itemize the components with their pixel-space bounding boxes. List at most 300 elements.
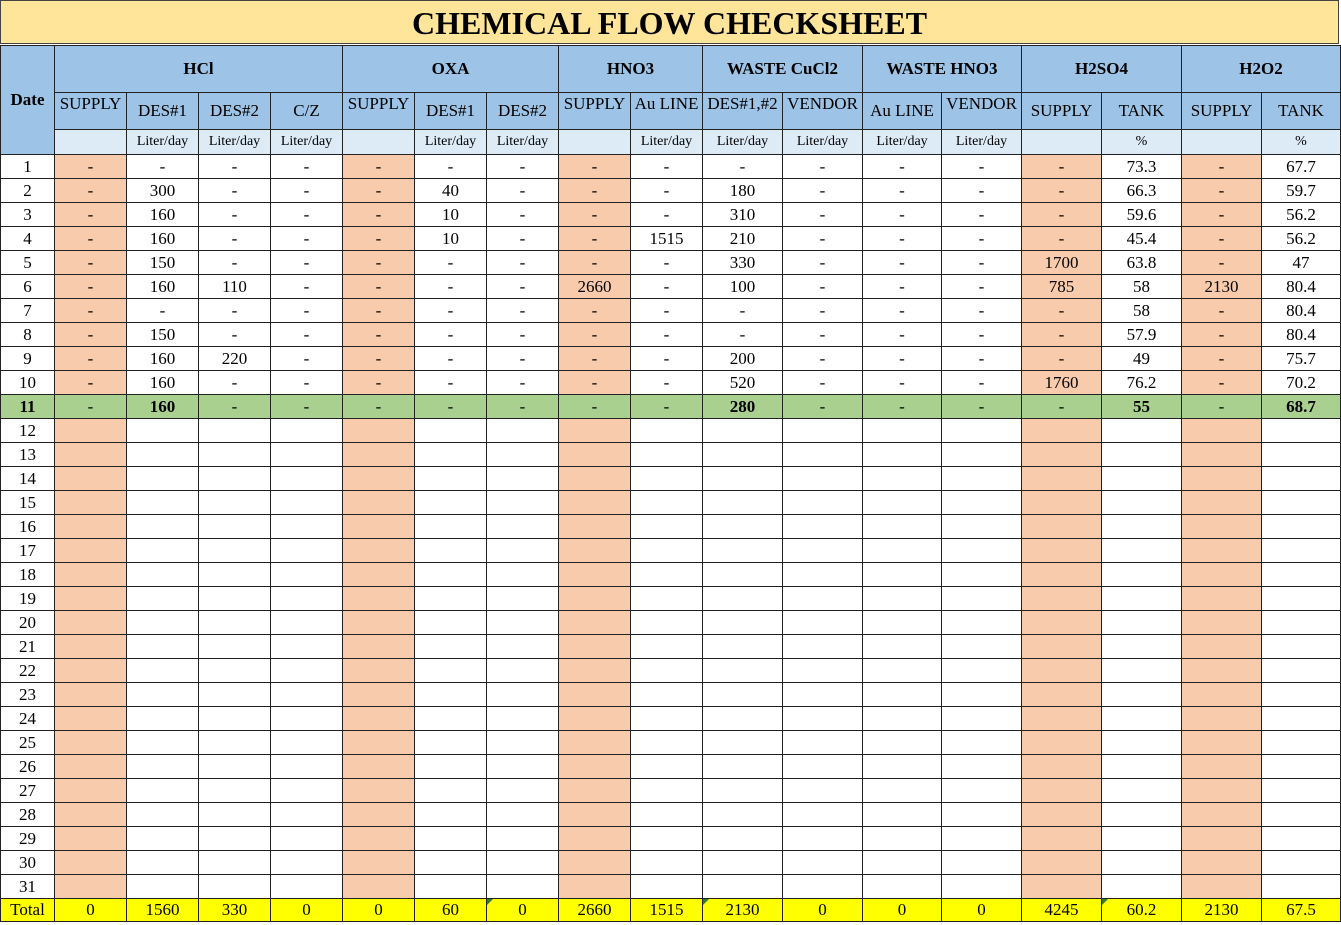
data-cell[interactable] bbox=[415, 443, 487, 467]
data-cell[interactable] bbox=[127, 827, 199, 851]
data-cell[interactable] bbox=[415, 875, 487, 899]
data-cell[interactable]: 2660 bbox=[559, 275, 631, 299]
data-cell[interactable] bbox=[343, 731, 415, 755]
data-cell[interactable] bbox=[559, 731, 631, 755]
data-cell[interactable] bbox=[942, 539, 1022, 563]
data-cell[interactable] bbox=[271, 563, 343, 587]
data-cell[interactable]: - bbox=[783, 395, 863, 419]
data-cell[interactable] bbox=[127, 683, 199, 707]
data-cell[interactable] bbox=[559, 827, 631, 851]
data-cell[interactable] bbox=[942, 491, 1022, 515]
data-cell[interactable]: 76.2 bbox=[1102, 371, 1182, 395]
data-cell[interactable] bbox=[55, 539, 127, 563]
data-cell[interactable]: - bbox=[55, 203, 127, 227]
data-cell[interactable] bbox=[942, 515, 1022, 539]
data-cell[interactable]: 55 bbox=[1102, 395, 1182, 419]
data-cell[interactable]: - bbox=[863, 227, 942, 251]
data-cell[interactable] bbox=[1182, 491, 1262, 515]
data-cell[interactable] bbox=[1262, 731, 1341, 755]
data-cell[interactable] bbox=[559, 659, 631, 683]
data-cell[interactable] bbox=[271, 443, 343, 467]
data-cell[interactable] bbox=[631, 467, 703, 491]
data-cell[interactable] bbox=[55, 731, 127, 755]
data-cell[interactable]: - bbox=[415, 275, 487, 299]
data-cell[interactable] bbox=[1022, 827, 1102, 851]
data-cell[interactable]: - bbox=[863, 299, 942, 323]
data-cell[interactable] bbox=[55, 755, 127, 779]
data-cell[interactable]: - bbox=[631, 275, 703, 299]
data-cell[interactable] bbox=[415, 587, 487, 611]
data-cell[interactable] bbox=[783, 635, 863, 659]
data-cell[interactable] bbox=[127, 755, 199, 779]
data-cell[interactable] bbox=[703, 707, 783, 731]
data-cell[interactable] bbox=[55, 779, 127, 803]
data-cell[interactable]: - bbox=[487, 323, 559, 347]
data-cell[interactable] bbox=[703, 875, 783, 899]
data-cell[interactable] bbox=[127, 707, 199, 731]
data-cell[interactable]: - bbox=[783, 347, 863, 371]
data-cell[interactable] bbox=[783, 875, 863, 899]
data-cell[interactable] bbox=[199, 515, 271, 539]
data-cell[interactable] bbox=[703, 587, 783, 611]
data-cell[interactable]: - bbox=[783, 203, 863, 227]
data-cell[interactable] bbox=[1262, 635, 1341, 659]
data-cell[interactable]: - bbox=[127, 155, 199, 179]
data-cell[interactable] bbox=[343, 683, 415, 707]
data-cell[interactable] bbox=[1182, 635, 1262, 659]
data-cell[interactable] bbox=[703, 419, 783, 443]
data-cell[interactable] bbox=[1262, 611, 1341, 635]
data-cell[interactable]: - bbox=[559, 347, 631, 371]
data-cell[interactable] bbox=[703, 827, 783, 851]
data-cell[interactable]: - bbox=[55, 299, 127, 323]
data-cell[interactable]: - bbox=[942, 395, 1022, 419]
data-cell[interactable] bbox=[1182, 419, 1262, 443]
data-cell[interactable]: - bbox=[199, 203, 271, 227]
data-cell[interactable]: 80.4 bbox=[1262, 323, 1341, 347]
data-cell[interactable] bbox=[1102, 875, 1182, 899]
data-cell[interactable] bbox=[1102, 443, 1182, 467]
data-cell[interactable]: - bbox=[343, 371, 415, 395]
data-cell[interactable]: - bbox=[559, 323, 631, 347]
data-cell[interactable] bbox=[1262, 875, 1341, 899]
data-cell[interactable] bbox=[55, 491, 127, 515]
data-cell[interactable]: - bbox=[863, 155, 942, 179]
data-cell[interactable]: - bbox=[942, 299, 1022, 323]
data-cell[interactable] bbox=[55, 659, 127, 683]
data-cell[interactable] bbox=[1262, 491, 1341, 515]
data-cell[interactable]: - bbox=[783, 323, 863, 347]
data-cell[interactable] bbox=[631, 803, 703, 827]
data-cell[interactable] bbox=[703, 731, 783, 755]
data-cell[interactable]: 10 bbox=[415, 227, 487, 251]
data-cell[interactable] bbox=[487, 803, 559, 827]
data-cell[interactable] bbox=[415, 659, 487, 683]
data-cell[interactable]: - bbox=[55, 347, 127, 371]
data-cell[interactable]: 1515 bbox=[631, 227, 703, 251]
data-cell[interactable] bbox=[631, 827, 703, 851]
data-cell[interactable] bbox=[863, 515, 942, 539]
data-cell[interactable] bbox=[271, 539, 343, 563]
data-cell[interactable] bbox=[631, 491, 703, 515]
data-cell[interactable]: - bbox=[631, 323, 703, 347]
data-cell[interactable]: - bbox=[559, 227, 631, 251]
data-cell[interactable] bbox=[942, 563, 1022, 587]
data-cell[interactable]: 1760 bbox=[1022, 371, 1102, 395]
data-cell[interactable] bbox=[55, 851, 127, 875]
data-cell[interactable] bbox=[863, 563, 942, 587]
data-cell[interactable] bbox=[863, 731, 942, 755]
data-cell[interactable] bbox=[1102, 659, 1182, 683]
data-cell[interactable] bbox=[415, 779, 487, 803]
data-cell[interactable]: 56.2 bbox=[1262, 227, 1341, 251]
data-cell[interactable] bbox=[55, 707, 127, 731]
data-cell[interactable] bbox=[703, 683, 783, 707]
data-cell[interactable] bbox=[1262, 515, 1341, 539]
data-cell[interactable] bbox=[559, 755, 631, 779]
data-cell[interactable]: 58 bbox=[1102, 275, 1182, 299]
data-cell[interactable] bbox=[631, 539, 703, 563]
data-cell[interactable]: - bbox=[199, 251, 271, 275]
data-cell[interactable] bbox=[199, 611, 271, 635]
data-cell[interactable] bbox=[127, 659, 199, 683]
data-cell[interactable]: 520 bbox=[703, 371, 783, 395]
data-cell[interactable]: - bbox=[343, 299, 415, 323]
data-cell[interactable] bbox=[1102, 635, 1182, 659]
data-cell[interactable] bbox=[863, 683, 942, 707]
data-cell[interactable] bbox=[631, 611, 703, 635]
data-cell[interactable] bbox=[1022, 731, 1102, 755]
data-cell[interactable] bbox=[1102, 707, 1182, 731]
data-cell[interactable]: - bbox=[783, 371, 863, 395]
data-cell[interactable] bbox=[55, 515, 127, 539]
data-cell[interactable] bbox=[199, 491, 271, 515]
data-cell[interactable] bbox=[55, 827, 127, 851]
data-cell[interactable] bbox=[1262, 851, 1341, 875]
data-cell[interactable] bbox=[703, 635, 783, 659]
data-cell[interactable]: - bbox=[942, 323, 1022, 347]
data-cell[interactable] bbox=[127, 875, 199, 899]
data-cell[interactable] bbox=[559, 707, 631, 731]
data-cell[interactable]: - bbox=[487, 203, 559, 227]
data-cell[interactable] bbox=[559, 611, 631, 635]
data-cell[interactable]: - bbox=[1182, 227, 1262, 251]
data-cell[interactable] bbox=[631, 659, 703, 683]
data-cell[interactable] bbox=[55, 875, 127, 899]
data-cell[interactable]: 45.4 bbox=[1102, 227, 1182, 251]
data-cell[interactable]: - bbox=[631, 251, 703, 275]
data-cell[interactable] bbox=[271, 659, 343, 683]
data-cell[interactable] bbox=[343, 875, 415, 899]
data-cell[interactable] bbox=[1262, 587, 1341, 611]
data-cell[interactable] bbox=[343, 539, 415, 563]
data-cell[interactable]: - bbox=[942, 275, 1022, 299]
data-cell[interactable] bbox=[783, 755, 863, 779]
data-cell[interactable] bbox=[1022, 467, 1102, 491]
data-cell[interactable] bbox=[1262, 683, 1341, 707]
data-cell[interactable]: - bbox=[55, 155, 127, 179]
data-cell[interactable] bbox=[343, 851, 415, 875]
data-cell[interactable] bbox=[55, 563, 127, 587]
data-cell[interactable] bbox=[271, 419, 343, 443]
data-cell[interactable] bbox=[487, 755, 559, 779]
data-cell[interactable]: - bbox=[343, 347, 415, 371]
data-cell[interactable]: - bbox=[863, 395, 942, 419]
data-cell[interactable] bbox=[1182, 587, 1262, 611]
data-cell[interactable]: 10 bbox=[415, 203, 487, 227]
data-cell[interactable]: - bbox=[631, 395, 703, 419]
data-cell[interactable] bbox=[1182, 515, 1262, 539]
data-cell[interactable] bbox=[631, 875, 703, 899]
data-cell[interactable]: - bbox=[1182, 251, 1262, 275]
data-cell[interactable]: - bbox=[631, 203, 703, 227]
data-cell[interactable]: 210 bbox=[703, 227, 783, 251]
data-cell[interactable]: - bbox=[343, 179, 415, 203]
data-cell[interactable] bbox=[942, 659, 1022, 683]
data-cell[interactable] bbox=[487, 731, 559, 755]
data-cell[interactable]: - bbox=[863, 347, 942, 371]
data-cell[interactable]: 150 bbox=[127, 251, 199, 275]
data-cell[interactable] bbox=[343, 491, 415, 515]
data-cell[interactable]: 310 bbox=[703, 203, 783, 227]
data-cell[interactable] bbox=[863, 779, 942, 803]
data-cell[interactable] bbox=[783, 467, 863, 491]
data-cell[interactable] bbox=[703, 659, 783, 683]
data-cell[interactable] bbox=[1102, 779, 1182, 803]
data-cell[interactable] bbox=[199, 563, 271, 587]
data-cell[interactable] bbox=[942, 731, 1022, 755]
data-cell[interactable]: - bbox=[343, 203, 415, 227]
data-cell[interactable] bbox=[271, 467, 343, 491]
data-cell[interactable] bbox=[703, 803, 783, 827]
data-cell[interactable] bbox=[863, 491, 942, 515]
data-cell[interactable] bbox=[783, 443, 863, 467]
data-cell[interactable] bbox=[271, 611, 343, 635]
data-cell[interactable]: - bbox=[487, 371, 559, 395]
data-cell[interactable] bbox=[631, 707, 703, 731]
data-cell[interactable] bbox=[127, 467, 199, 491]
data-cell[interactable] bbox=[863, 467, 942, 491]
data-cell[interactable] bbox=[415, 563, 487, 587]
data-cell[interactable] bbox=[1182, 851, 1262, 875]
data-cell[interactable]: - bbox=[942, 227, 1022, 251]
data-cell[interactable] bbox=[199, 419, 271, 443]
data-cell[interactable] bbox=[127, 491, 199, 515]
data-cell[interactable]: - bbox=[271, 323, 343, 347]
data-cell[interactable] bbox=[1102, 587, 1182, 611]
data-cell[interactable] bbox=[631, 443, 703, 467]
data-cell[interactable] bbox=[271, 731, 343, 755]
data-cell[interactable] bbox=[199, 731, 271, 755]
data-cell[interactable] bbox=[55, 587, 127, 611]
data-cell[interactable] bbox=[863, 659, 942, 683]
data-cell[interactable]: - bbox=[127, 299, 199, 323]
data-cell[interactable]: 785 bbox=[1022, 275, 1102, 299]
data-cell[interactable] bbox=[1022, 635, 1102, 659]
data-cell[interactable] bbox=[1022, 611, 1102, 635]
data-cell[interactable]: - bbox=[942, 251, 1022, 275]
data-cell[interactable]: - bbox=[55, 371, 127, 395]
data-cell[interactable]: - bbox=[199, 323, 271, 347]
data-cell[interactable] bbox=[127, 539, 199, 563]
data-cell[interactable] bbox=[1262, 443, 1341, 467]
data-cell[interactable]: - bbox=[199, 179, 271, 203]
data-cell[interactable]: - bbox=[415, 299, 487, 323]
data-cell[interactable] bbox=[1102, 419, 1182, 443]
data-cell[interactable]: - bbox=[199, 299, 271, 323]
data-cell[interactable] bbox=[1102, 755, 1182, 779]
data-cell[interactable]: 160 bbox=[127, 395, 199, 419]
data-cell[interactable] bbox=[343, 419, 415, 443]
data-cell[interactable] bbox=[1182, 683, 1262, 707]
data-cell[interactable] bbox=[1182, 875, 1262, 899]
data-cell[interactable] bbox=[942, 635, 1022, 659]
data-cell[interactable] bbox=[863, 851, 942, 875]
data-cell[interactable] bbox=[559, 683, 631, 707]
data-cell[interactable] bbox=[1022, 443, 1102, 467]
data-cell[interactable]: - bbox=[1182, 323, 1262, 347]
data-cell[interactable] bbox=[1102, 803, 1182, 827]
data-cell[interactable] bbox=[863, 419, 942, 443]
data-cell[interactable]: 57.9 bbox=[1102, 323, 1182, 347]
data-cell[interactable]: - bbox=[703, 299, 783, 323]
data-cell[interactable] bbox=[1022, 875, 1102, 899]
data-cell[interactable]: - bbox=[55, 227, 127, 251]
data-cell[interactable] bbox=[631, 851, 703, 875]
data-cell[interactable] bbox=[559, 515, 631, 539]
data-cell[interactable] bbox=[55, 467, 127, 491]
data-cell[interactable] bbox=[487, 779, 559, 803]
data-cell[interactable] bbox=[199, 443, 271, 467]
data-cell[interactable]: - bbox=[1022, 203, 1102, 227]
data-cell[interactable]: - bbox=[343, 155, 415, 179]
data-cell[interactable] bbox=[559, 803, 631, 827]
data-cell[interactable] bbox=[415, 707, 487, 731]
data-cell[interactable] bbox=[631, 419, 703, 443]
data-cell[interactable]: - bbox=[631, 371, 703, 395]
data-cell[interactable] bbox=[783, 707, 863, 731]
data-cell[interactable]: - bbox=[1182, 203, 1262, 227]
data-cell[interactable] bbox=[487, 419, 559, 443]
data-cell[interactable]: - bbox=[1022, 179, 1102, 203]
data-cell[interactable] bbox=[559, 539, 631, 563]
data-cell[interactable] bbox=[783, 563, 863, 587]
data-cell[interactable]: 80.4 bbox=[1262, 299, 1341, 323]
data-cell[interactable]: - bbox=[1022, 323, 1102, 347]
data-cell[interactable] bbox=[343, 755, 415, 779]
data-cell[interactable]: - bbox=[271, 203, 343, 227]
data-cell[interactable] bbox=[863, 539, 942, 563]
data-cell[interactable]: - bbox=[1182, 155, 1262, 179]
data-cell[interactable]: - bbox=[783, 179, 863, 203]
data-cell[interactable]: - bbox=[55, 251, 127, 275]
data-cell[interactable]: 63.8 bbox=[1102, 251, 1182, 275]
data-cell[interactable] bbox=[559, 875, 631, 899]
data-cell[interactable] bbox=[703, 563, 783, 587]
data-cell[interactable]: 160 bbox=[127, 347, 199, 371]
data-cell[interactable] bbox=[1022, 803, 1102, 827]
data-cell[interactable]: - bbox=[559, 155, 631, 179]
data-cell[interactable] bbox=[343, 827, 415, 851]
data-cell[interactable] bbox=[1182, 755, 1262, 779]
data-cell[interactable] bbox=[127, 419, 199, 443]
data-cell[interactable]: 100 bbox=[703, 275, 783, 299]
data-cell[interactable]: - bbox=[271, 299, 343, 323]
data-cell[interactable]: 56.2 bbox=[1262, 203, 1341, 227]
data-cell[interactable] bbox=[1182, 563, 1262, 587]
data-cell[interactable]: - bbox=[783, 155, 863, 179]
data-cell[interactable]: 58 bbox=[1102, 299, 1182, 323]
data-cell[interactable]: - bbox=[415, 371, 487, 395]
data-cell[interactable]: 180 bbox=[703, 179, 783, 203]
data-cell[interactable] bbox=[703, 851, 783, 875]
data-cell[interactable] bbox=[703, 491, 783, 515]
data-cell[interactable]: - bbox=[559, 179, 631, 203]
data-cell[interactable] bbox=[942, 875, 1022, 899]
data-cell[interactable]: - bbox=[271, 251, 343, 275]
data-cell[interactable] bbox=[199, 779, 271, 803]
data-cell[interactable]: - bbox=[783, 275, 863, 299]
data-cell[interactable]: - bbox=[942, 203, 1022, 227]
data-cell[interactable] bbox=[199, 635, 271, 659]
data-cell[interactable] bbox=[487, 707, 559, 731]
data-cell[interactable] bbox=[487, 635, 559, 659]
data-cell[interactable]: - bbox=[487, 299, 559, 323]
data-cell[interactable] bbox=[863, 587, 942, 611]
data-cell[interactable]: 47 bbox=[1262, 251, 1341, 275]
data-cell[interactable] bbox=[415, 467, 487, 491]
data-cell[interactable]: 75.7 bbox=[1262, 347, 1341, 371]
data-cell[interactable] bbox=[271, 707, 343, 731]
data-cell[interactable]: - bbox=[55, 323, 127, 347]
data-cell[interactable]: - bbox=[487, 395, 559, 419]
data-cell[interactable]: - bbox=[942, 347, 1022, 371]
data-cell[interactable] bbox=[863, 635, 942, 659]
data-cell[interactable] bbox=[1262, 467, 1341, 491]
data-cell[interactable] bbox=[487, 611, 559, 635]
data-cell[interactable] bbox=[942, 443, 1022, 467]
data-cell[interactable]: 160 bbox=[127, 275, 199, 299]
data-cell[interactable] bbox=[863, 707, 942, 731]
data-cell[interactable] bbox=[1182, 467, 1262, 491]
data-cell[interactable] bbox=[271, 515, 343, 539]
data-cell[interactable]: 68.7 bbox=[1262, 395, 1341, 419]
data-cell[interactable] bbox=[1262, 779, 1341, 803]
data-cell[interactable] bbox=[271, 803, 343, 827]
data-cell[interactable] bbox=[703, 467, 783, 491]
data-cell[interactable]: 220 bbox=[199, 347, 271, 371]
data-cell[interactable] bbox=[703, 779, 783, 803]
data-cell[interactable] bbox=[559, 563, 631, 587]
data-cell[interactable] bbox=[199, 707, 271, 731]
data-cell[interactable] bbox=[942, 587, 1022, 611]
data-cell[interactable] bbox=[271, 851, 343, 875]
data-cell[interactable] bbox=[1102, 731, 1182, 755]
data-cell[interactable] bbox=[1182, 731, 1262, 755]
data-cell[interactable] bbox=[1262, 755, 1341, 779]
data-cell[interactable] bbox=[127, 587, 199, 611]
data-cell[interactable] bbox=[1182, 539, 1262, 563]
data-cell[interactable] bbox=[271, 683, 343, 707]
data-cell[interactable] bbox=[343, 611, 415, 635]
data-cell[interactable]: - bbox=[1022, 299, 1102, 323]
data-cell[interactable]: 160 bbox=[127, 203, 199, 227]
data-cell[interactable]: - bbox=[863, 371, 942, 395]
data-cell[interactable]: 40 bbox=[415, 179, 487, 203]
data-cell[interactable] bbox=[1262, 563, 1341, 587]
data-cell[interactable] bbox=[1182, 659, 1262, 683]
data-cell[interactable] bbox=[199, 683, 271, 707]
